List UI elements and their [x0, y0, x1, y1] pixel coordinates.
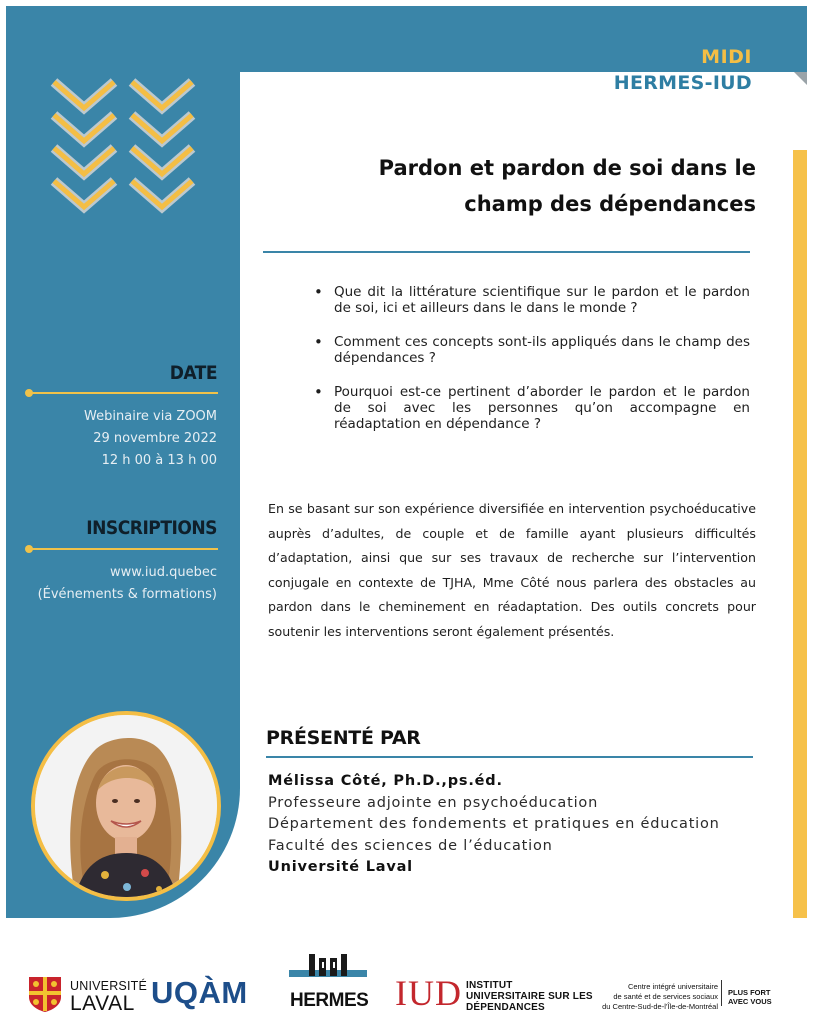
date-format: Webinaire via ZOOM — [84, 409, 217, 424]
laval-logo-line-2: LAVAL — [70, 992, 135, 1015]
question-item: • Pourquoi est-ce pertinent d’aborder le pardon et le pardon de soi avec les personnes qu’on accompagne en réadaptation en dépendance ? — [314, 384, 750, 432]
chevron-pattern-icon — [44, 70, 204, 230]
iud-line-2: UNIVERSITAIRE SUR LES — [466, 991, 593, 1002]
ciusss-line-1: Centre intégré universitaire — [627, 982, 718, 991]
question-item: • Comment ces concepts sont-ils appliqués dans le champ des dépendances ? — [314, 334, 750, 366]
date-day: 29 novembre 2022 — [93, 431, 217, 446]
right-accent-bar — [793, 150, 807, 918]
question-item: • Que dit la littérature scientifique sur le pardon et le pardon de soi, ici et ailleurs dans le dans le monde ? — [314, 284, 750, 316]
iud-line-1: INSTITUT — [466, 980, 513, 991]
presented-by-heading: PRÉSENTÉ PAR — [266, 727, 421, 749]
event-series-label — [614, 44, 752, 96]
title-line-1: Pardon et pardon de soi dans le — [378, 156, 756, 180]
plusfort-line-2: AVEC VOUS — [728, 997, 772, 1006]
hermes-logo-icon — [289, 950, 367, 990]
presenter-portrait-icon — [35, 715, 217, 897]
inscriptions-heading: INSCRIPTIONS — [86, 517, 217, 539]
series-line-midi: MIDI — [701, 46, 752, 68]
laval-logo-line-1: UNIVERSITÉ — [70, 979, 148, 993]
description-paragraph: En se basant sur son expérience diversifiée en intervention psychoéducative auprès d’adultes, de couple et de famille ayant plusieurs difficultés d’adaptation, ainsi que sur ses travaux de recherche sur l’intervention conjugale en contexte de TJHA, Mme Côté nous parlera des obstacles au pardon dans le cheminement en réadaptation. Des outils concrets pour soutenir les interventions seront également présentés. — [268, 501, 756, 639]
inscriptions-note: (Événements & formations) — [37, 587, 217, 602]
ciusss-line-3: du Centre-Sud-de-l’Île-de-Montréal — [602, 1002, 718, 1011]
inscriptions-divider — [28, 548, 218, 550]
hermes-logo-text: HERMES — [290, 990, 369, 1011]
presented-by-divider — [266, 756, 753, 758]
corner-fold-decoration — [794, 72, 807, 85]
plusfort-line-1: PLUS FORT — [728, 988, 771, 997]
presenter-details — [268, 771, 720, 879]
presenter-role: Professeure adjointe en psychoéducation — [268, 794, 599, 811]
iud-line-3: DÉPENDANCES — [466, 1002, 545, 1013]
title-line-2: champ des dépendances — [464, 192, 756, 216]
iud-logo-text — [466, 980, 593, 1013]
date-time: 12 h 00 à 13 h 00 — [101, 453, 217, 468]
presenter-university: Université Laval — [268, 859, 413, 875]
inscriptions-url[interactable]: www.iud.quebec — [110, 565, 217, 580]
chevron-column-left — [54, 82, 114, 207]
ciusss-line-2: de santé et de services sociaux — [613, 992, 718, 1001]
date-heading: DATE — [169, 362, 217, 384]
universite-laval-crest-icon — [26, 975, 64, 1013]
presenter-faculty: Faculté des sciences de l’éducation — [268, 837, 553, 854]
date-details — [17, 406, 217, 472]
presenter-name: Mélissa Côté, Ph.D.,ps.éd. — [268, 773, 503, 789]
chevron-column-right — [132, 82, 192, 207]
page-title — [286, 150, 756, 222]
question-list — [314, 284, 750, 450]
ciusss-divider — [721, 980, 722, 1006]
presenter-department: Département des fondements et pratiques en éducation — [268, 816, 720, 832]
ciusss-logo-text — [584, 982, 718, 1012]
presenter-photo — [31, 711, 221, 901]
uqam-logo: UQÀM — [151, 975, 248, 1010]
plus-fort-avec-vous-logo — [728, 988, 772, 1006]
iud-logo-mark: IUD — [395, 973, 462, 1013]
date-divider — [28, 392, 218, 394]
title-divider — [263, 251, 750, 253]
universite-laval-logo — [70, 978, 148, 1015]
inscriptions-details — [17, 562, 217, 606]
series-line-hermes: HERMES-IUD — [613, 72, 752, 94]
